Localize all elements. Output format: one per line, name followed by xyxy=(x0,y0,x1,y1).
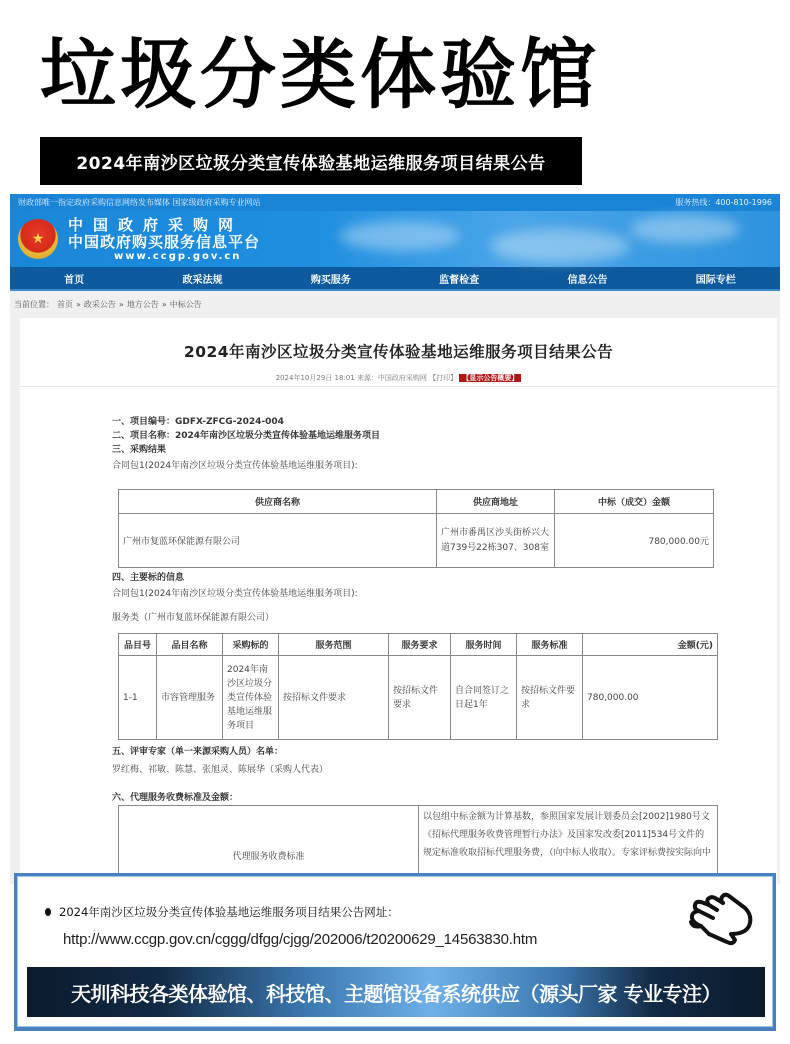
national-emblem-icon: ★ xyxy=(18,219,58,259)
th-service-requirement: 服务要求 xyxy=(389,634,451,656)
logo-line1: 中国政府采购网 xyxy=(68,216,244,234)
cell-item-no: 1-1 xyxy=(119,656,157,740)
subtitle-bar: 2024年南沙区垃圾分类宣传体验基地运维服务项目结果公告 xyxy=(40,137,582,185)
link-card xyxy=(14,873,776,1031)
cell-supplier-name: 广州市复蓝环保能源有限公司 xyxy=(119,514,437,568)
service-category: 服务类（广州市复蓝环保能源有限公司） xyxy=(112,613,275,623)
cell-service-standard: 按招标文件要求 xyxy=(517,656,583,740)
website-screenshot xyxy=(10,194,780,884)
breadcrumb-sep: » xyxy=(76,299,81,309)
topbar-slogan: 财政部唯一指定政府采购信息网络发布媒体 国家级政府采购专业网站 xyxy=(18,198,261,207)
bullet-icon xyxy=(45,908,51,916)
logo-url: www.ccgp.gov.cn xyxy=(114,251,242,262)
cell-fee-text: 以包组中标金额为计算基数，参照国家发展计划委员会[2002]1980号文《招标代理服务收费管理暂行办法》及国家发改委[2011]534号文件的规定标准收取招标代理服务费，（向中标人收取）。专家评标费按实际向中 xyxy=(419,806,718,885)
item-table xyxy=(118,633,718,740)
cell-item-name: 市容管理服务 xyxy=(157,656,223,740)
hero-title: 垃圾分类体验馆 xyxy=(40,30,600,119)
th-item-no: 品目号 xyxy=(119,634,157,656)
cell-procurement-target: 2024年南沙区垃圾分类宣传体验基地运维服务项目 xyxy=(223,656,279,740)
nav-supervision[interactable]: 监督检查 xyxy=(439,274,480,286)
contract-package-1b: 合同包1(2024年南沙区垃圾分类宣传体验基地运维服务项目): xyxy=(112,589,358,599)
breadcrumb-sep: » xyxy=(118,299,124,309)
document-meta xyxy=(20,373,777,383)
cell-amount: 780,000.00 xyxy=(583,656,718,740)
breadcrumb-home[interactable]: 首页 xyxy=(57,299,73,309)
site-header xyxy=(10,211,780,267)
nav-purchase-service[interactable]: 购买服务 xyxy=(310,274,351,286)
cell-fee-label: 代理服务收费标准 xyxy=(119,806,419,885)
th-supplier-name: 供应商名称 xyxy=(119,490,437,514)
th-procurement-target: 采购标的 xyxy=(223,634,279,656)
breadcrumb-sep: » xyxy=(161,299,167,309)
divider xyxy=(20,386,777,387)
breadcrumb-local-announcements[interactable]: 地方公告 xyxy=(126,299,159,309)
link-label-row xyxy=(45,904,399,920)
th-item-name: 品目名称 xyxy=(157,634,223,656)
th-amount: 金额(元) xyxy=(583,634,718,656)
breadcrumb-gov-announcements[interactable]: 政采公告 xyxy=(83,299,116,309)
breadcrumb-label: 当前位置： xyxy=(14,299,54,309)
section-main-items: 四、主要标的信息 xyxy=(112,573,185,583)
breadcrumb xyxy=(10,291,780,317)
nav-regulations[interactable]: 政采法规 xyxy=(182,274,223,286)
cell-award-amount: 780,000.00元 xyxy=(555,514,714,568)
cell-service-scope: 按招标文件要求 xyxy=(279,656,389,740)
document-title: 2024年南沙区垃圾分类宣传体验基地运维服务项目结果公告 xyxy=(183,343,614,361)
announcement-url[interactable]: http://www.ccgp.gov.cn/cggg/dfgg/cjgg/202006/t20200629_14563830.htm xyxy=(63,931,538,948)
link-label: 2024年南沙区垃圾分类宣传体验基地运维服务项目结果公告网址： xyxy=(59,905,399,919)
result-table xyxy=(118,489,714,568)
promo-banner: 天圳科技各类体验馆、科技馆、主题馆设备系统供应（源头厂家 专业专注） xyxy=(27,967,765,1017)
document-paper xyxy=(20,318,777,884)
cell-supplier-address: 广州市番禺区沙头街桥兴大道739号22栋307、308室 xyxy=(437,514,555,568)
th-service-scope: 服务范围 xyxy=(279,634,389,656)
service-hotline: 服务热线：400-810-1996 xyxy=(675,198,772,207)
site-topbar xyxy=(10,194,780,211)
nav-announcements[interactable]: 信息公告 xyxy=(567,274,608,286)
nav-home[interactable]: 首页 xyxy=(64,274,85,286)
project-number: 一、项目编号：GDFX-ZFCG-2024-004 xyxy=(112,417,284,427)
section-experts: 五、评审专家（单一来源采购人员）名单： xyxy=(112,747,284,757)
cell-service-requirement: 按招标文件要求 xyxy=(389,656,451,740)
th-supplier-address: 供应商地址 xyxy=(437,490,555,514)
expert-names: 罗红梅、祁敏、陈慧、张旭灵、陈展华（采购人代表） xyxy=(112,765,329,775)
document-date-source: 2024年10月29日 18:01 来源：中国政府采购网 【打印】 xyxy=(275,374,458,382)
section-agency-fee: 六、代理服务收费标准及金额： xyxy=(112,793,239,803)
contract-package-1: 合同包1(2024年南沙区垃圾分类宣传体验基地运维服务项目): xyxy=(112,461,358,471)
nav-international[interactable]: 国际专栏 xyxy=(695,274,736,286)
project-name: 二、项目名称：2024年南沙区垃圾分类宣传体验基地运维服务项目 xyxy=(112,431,381,441)
pointing-hand-icon xyxy=(687,890,757,950)
th-service-time: 服务时间 xyxy=(451,634,517,656)
show-summary-button[interactable]: 【显示公告概要】 xyxy=(459,374,521,382)
breadcrumb-award-announcements[interactable]: 中标公告 xyxy=(169,299,202,309)
th-award-amount: 中标（成交）金额 xyxy=(555,490,714,514)
th-service-standard: 服务标准 xyxy=(517,634,583,656)
section-procurement-result: 三、采购结果 xyxy=(112,445,167,455)
cell-service-time: 自合同签订之日起1年 xyxy=(451,656,517,740)
logo-line2: 中国政府购买服务信息平台 xyxy=(68,233,261,251)
site-nav xyxy=(10,267,780,291)
site-logo[interactable] xyxy=(68,217,260,263)
